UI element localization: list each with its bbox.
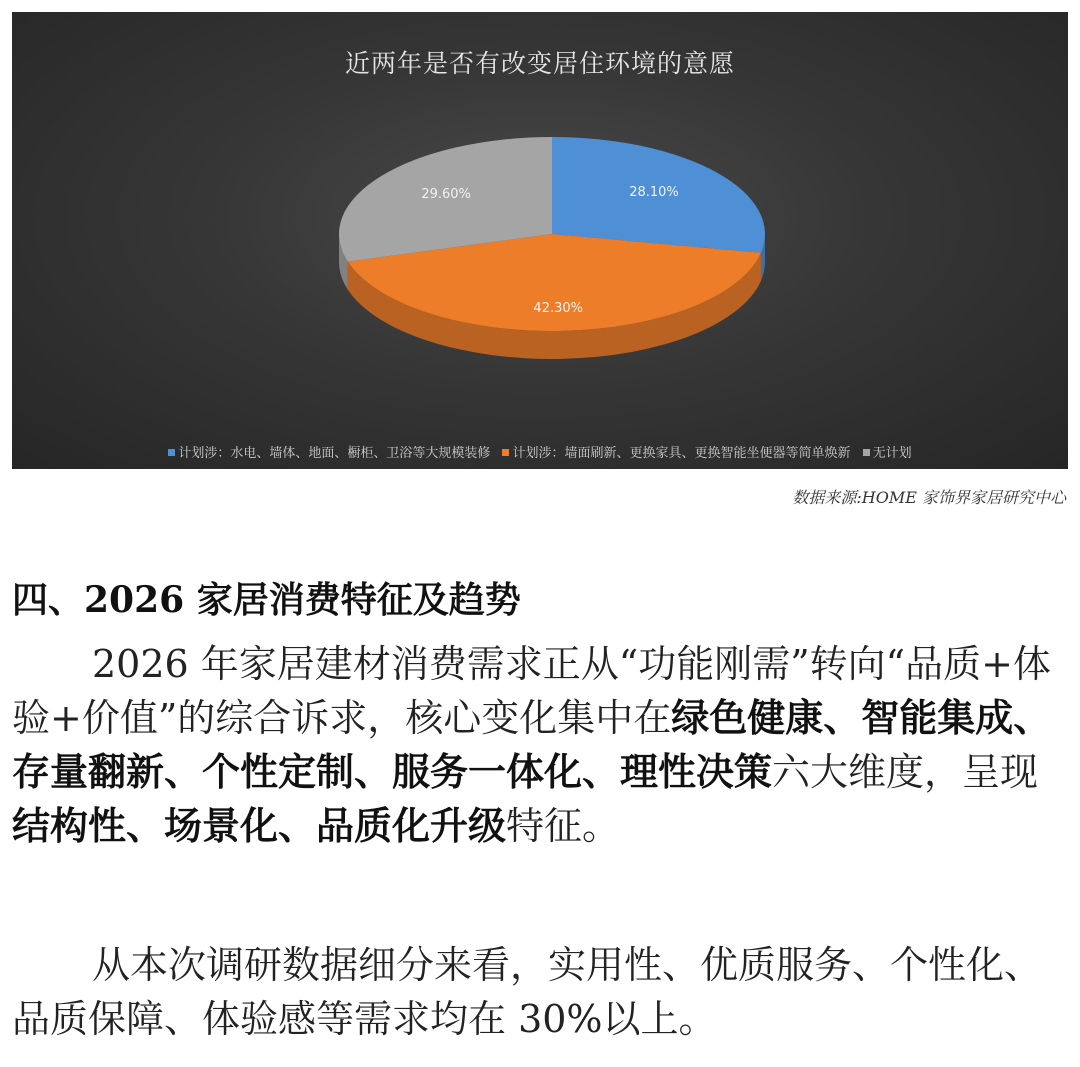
- chart-title: 近两年是否有改变居住环境的意愿: [344, 49, 735, 78]
- data-source-caption: 数据来源:HOME 家饰界家居研究中心: [792, 488, 1066, 507]
- legend-swatch: [502, 449, 509, 456]
- legend-label: 计划涉：水电、墙体、地面、橱柜、卫浴等大规模装修: [178, 446, 491, 461]
- pie-data-label-simple-refresh: 42.30%: [533, 301, 584, 317]
- legend-item-simple-refresh: [502, 442, 850, 461]
- paragraph-text: 2026 年家居建材消费需求正从“功能刚需”转向“品质+体验+价值”的综合诉求，核心变化集中在: [12, 642, 1051, 740]
- section-heading: 四、2026 家居消费特征及趋势: [12, 579, 521, 621]
- legend-label: 计划涉：墙面刷新、更换家具、更换智能坐便器等简单焕新: [512, 446, 851, 461]
- paragraph-text: 特征。: [506, 804, 621, 848]
- paragraph-survey: 从本次调研数据细分来看，实用性、优质服务、个性化、品质保障、体验感等需求均在 30%以上。: [12, 943, 1043, 1041]
- chart-legend: [12, 442, 1068, 461]
- legend-item-major-renovation: [168, 442, 490, 461]
- legend-swatch: [863, 449, 870, 456]
- paragraph-trends: [12, 637, 1060, 853]
- pie-data-label-major-renovation: 28.10%: [629, 184, 679, 200]
- legend-item-no-plan: [863, 442, 912, 461]
- legend-swatch: [168, 449, 175, 456]
- legend-label: 无计划: [872, 446, 912, 461]
- pie-chart-panel: [12, 12, 1068, 469]
- highlight-dimensions: 绿色健康、智能集成、存量翻新、个性定制、服务一体化、理性决策: [12, 695, 1052, 794]
- pie-data-label-no-plan: 29.60%: [421, 187, 471, 203]
- pie-chart: [12, 12, 1068, 469]
- highlight-upgrade: 结构性、场景化、品质化升级: [12, 803, 507, 848]
- paragraph-text: 六大维度，呈现: [772, 750, 1039, 794]
